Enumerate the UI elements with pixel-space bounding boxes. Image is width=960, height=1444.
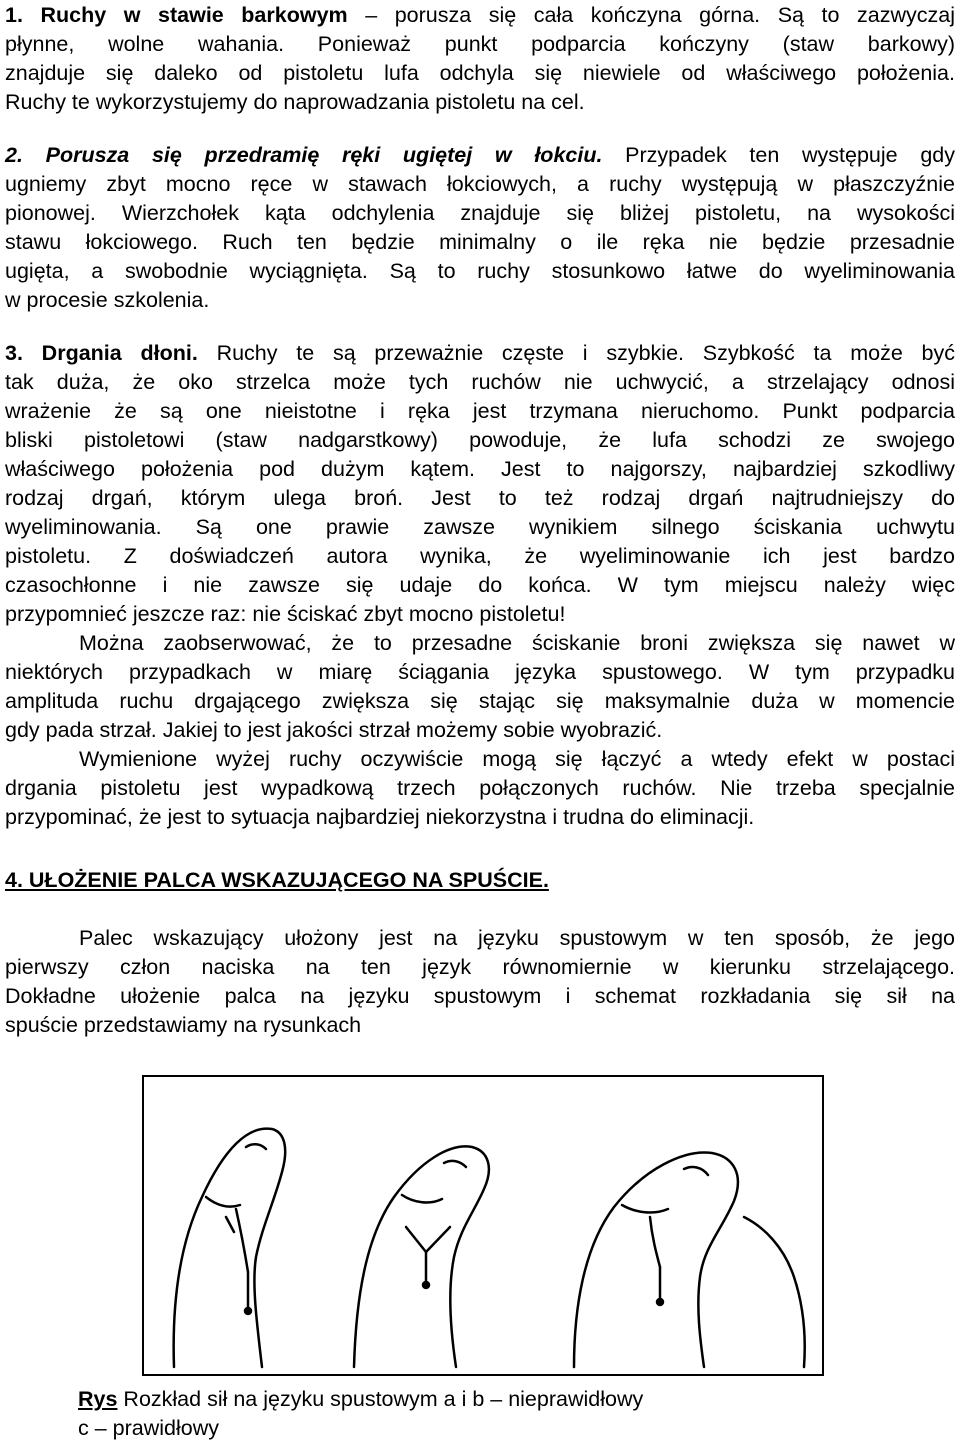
section-1-line-1 (5, 1, 955, 30)
section-3-line-9: czasochłonne i nie zawsze się udaje do końca. W tym miejscu należy więc (5, 573, 955, 597)
section-3-line-1-text: Ruchy te są przeważnie częste i szybkie. Szybkość ta może być (197, 341, 955, 365)
section-1-heading: 1. Ruchy w stawie barkowym (5, 3, 348, 27)
section-4-line-4: spuście przedstawiamy na rysunkach (5, 1013, 362, 1037)
section-3-line-4: bliski pistoletowi (staw nadgarstkowy) powoduje, że lufa schodzi ze swojego (5, 428, 955, 452)
section-2-line-2: ugniemy zbyt mocno ręce w stawach łokciowych, a ruchy występują w płaszczyźnie (5, 172, 955, 196)
figure-caption (78, 1385, 778, 1443)
section-4-heading-block (5, 866, 955, 895)
finger-drawings (144, 1077, 822, 1374)
section-1-line-4: Ruchy te wykorzystujemy do naprowadzania pistoletu na cel. (5, 90, 585, 114)
section-2-line-3: pionowej. Wierzchołek kąta odchylenia znajduje się bliżej pistoletu, na wysokości (5, 201, 955, 225)
section-1-line-3: znajduje się daleko od pistoletu lufa odchyla się niewiele od właściwego położenia. (5, 61, 955, 85)
section-4-line-1: Palec wskazujący ułożony jest na języku spustowym w ten sposób, że jego (79, 926, 955, 950)
section-3-line-2: tak duża, że oko strzelca może tych ruchów nie uchwycić, a strzelający odnosi (5, 370, 955, 394)
section-4-line-3: Dokładne ułożenie palca na języku spustowym i schemat rozkładania się sił na (5, 984, 955, 1008)
section-3-line-7: wyeliminowania. Są one prawie zawsze wynikiem silnego ściskania uchwytu (5, 515, 955, 539)
figure-caption-text-1: Rozkład sił na języku spustowym a i b – nieprawidłowy (117, 1387, 644, 1411)
section-2-line-4: stawu łokciowego. Ruch ten będzie minimalny o ile ręka nie będzie przesadnie (5, 230, 955, 254)
section-3-paragraph (5, 339, 955, 832)
section-3-heading: 3. Drgania dłoni. (5, 341, 198, 365)
section-3-line-16: drgania pistoletu jest wypadkową trzech połączonych ruchów. Nie trzeba specjalnie (5, 776, 955, 800)
section-3-line-11: Można zaobserwować, że to przesadne ściskanie broni zwiększa się nawet w (79, 631, 955, 655)
section-3-line-1 (5, 339, 955, 368)
section-3-line-13: amplituda ruchu drgającego zwiększa się stając się maksymalnie duża w momencie (5, 689, 955, 713)
section-1-line-2: płynne, wolne wahania. Ponieważ punkt podparcia kończyny (staw barkowy) (5, 32, 955, 56)
section-3-line-5: właściwego położenia pod dużym kątem. Jest to najgorszy, najbardziej szkodliwy (5, 457, 955, 481)
section-3-line-15: Wymienione wyżej ruchy oczywiście mogą się łączyć a wtedy efekt w postaci (79, 747, 955, 771)
trigger-a-drawing (236, 1209, 251, 1314)
section-3-line-3: wrażenie że są one nieistotne i ręka jest trzymana nieruchomo. Punkt podparcia (5, 399, 955, 423)
section-2-heading: 2. Porusza się przedramię ręki ugiętej w łokciu. (5, 143, 603, 167)
section-3-line-14: gdy pada strzał. Jakiej to jest jakości strzał możemy sobie wyobrazić. (5, 718, 663, 742)
section-2-line-1 (5, 141, 955, 170)
section-2-line-1-text: Przypadek ten występuje gdy (602, 143, 955, 167)
section-3-line-8: pistoletu. Z doświadczeń autora wynika, że wyeliminowanie ich jest bardzo (5, 544, 955, 568)
section-1-paragraph (5, 1, 955, 117)
finger-a-drawing (174, 1129, 286, 1367)
finger-b-drawing (354, 1146, 489, 1367)
trigger-finger-figure (142, 1075, 824, 1376)
section-3-line-10: przypomnieć jeszcze raz: nie ściskać zbyt mocno pistoletu! (5, 602, 566, 626)
section-2-paragraph (5, 141, 955, 315)
section-4-line-2: pierwszy człon naciska na ten język równomiernie w kierunku strzelającego. (5, 955, 955, 979)
figure-caption-line-1 (78, 1385, 778, 1414)
section-1-line-1-text: – porusza się cała kończyna górna. Są to zazwyczaj (347, 3, 955, 27)
figure-caption-line-2: c – prawidłowy (78, 1416, 219, 1440)
section-2-line-6: w procesie szkolenia. (5, 288, 210, 312)
figure-caption-label: Rys (78, 1387, 118, 1411)
section-4-paragraph (5, 924, 955, 1040)
section-2-line-5: ugięta, a swobodnie wyciągnięta. Są to ruchy stosunkowo łatwe do wyeliminowania (5, 259, 955, 283)
finger-c-drawing (574, 1152, 805, 1367)
section-3-line-12: niektórych przypadkach w miarę ściągania języka spustowego. W tym przypadku (5, 660, 955, 684)
trigger-b-drawing (406, 1227, 450, 1288)
trigger-c-drawing (650, 1217, 663, 1305)
section-4-heading: 4. UŁOŻENIE PALCA WSKAZUJĄCEGO NA SPUŚCIE. (5, 868, 549, 892)
section-3-line-17: przypominać, że jest to sytuacja najbardziej niekorzystna i trudna do eliminacji. (5, 805, 755, 829)
section-3-line-6: rodzaj drgań, którym ulega broń. Jest to też rodzaj drgań najtrudniejszy do (5, 486, 955, 510)
